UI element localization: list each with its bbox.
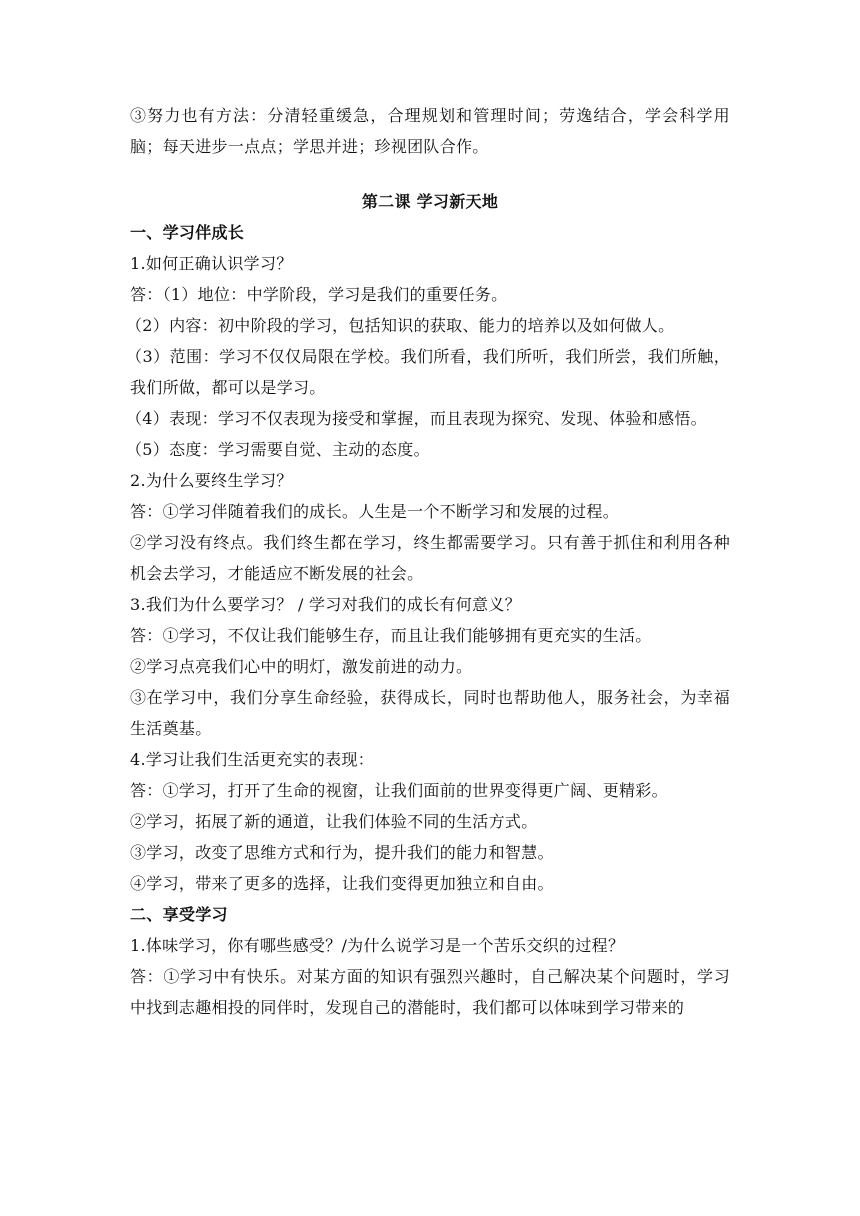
answer-2-1-1: 答：①学习中有快乐。对某方面的知识有强烈兴趣时，自己解决某个问题时，学习中找到志趣相投的同伴时，发现自己的潜能时，我们都可以体味到学习带来的	[130, 967, 730, 1017]
answer-1-3-2: ②学习点亮我们心中的明灯，激发前进的动力。	[130, 657, 473, 676]
answer-1-2-2: ②学习没有终点。我们终生都在学习，终生都需要学习。只有善于抓住和利用各种机会去学习，才能适应不断发展的社会。	[130, 533, 730, 583]
document-body	[126, 100, 730, 1023]
question-1-2: 2.为什么要终生学习？	[130, 471, 293, 490]
answer-1-1-1: 答：（1）地位：中学阶段，学习是我们的重要任务。	[130, 285, 508, 304]
intro-paragraph: ③努力也有方法：分清轻重缓急，合理规划和管理时间；劳逸结合，学会科学用脑；每天进步一点点；学思并进；珍视团队合作。	[130, 106, 730, 156]
answer-1-4-4: ④学习，带来了更多的选择，让我们变得更加独立和自由。	[130, 874, 554, 893]
answer-1-2-1: 答：①学习伴随着我们的成长。人生是一个不断学习和发展的过程。	[130, 502, 620, 521]
answer-1-3-1: 答：①学习，不仅让我们能够生存，而且让我们能够拥有更充实的生活。	[130, 626, 652, 645]
answer-1-1-2: （2）内容：初中阶段的学习，包括知识的获取、能力的培养以及如何做人。	[126, 316, 675, 335]
answer-1-1-5: （5）态度：学习需要自觉、主动的态度。	[126, 440, 430, 459]
answer-1-1-4: （4）表现：学习不仅表现为接受和掌握，而且表现为探究、发现、体验和感悟。	[126, 409, 707, 428]
answer-1-4-2: ②学习，拓展了新的通道，让我们体验不同的生活方式。	[130, 812, 538, 831]
section-heading-1: 一、学习伴成长	[130, 223, 245, 242]
question-1-1: 1.如何正确认识学习？	[130, 254, 293, 273]
lesson-title: 第二课 学习新天地	[361, 192, 499, 211]
answer-1-4-3: ③学习，改变了思维方式和行为，提升我们的能力和智慧。	[130, 843, 554, 862]
answer-1-1-3: （3）范围：学习不仅仅局限在学校。我们所看，我们所听，我们所尝，我们所触，我们所做，都可以是学习。	[126, 347, 730, 397]
answer-1-4-1: 答：①学习，打开了生命的视窗，让我们面前的世界变得更广阔、更精彩。	[130, 781, 668, 800]
question-1-4: 4.学习让我们生活更充实的表现：	[130, 750, 375, 769]
question-1-3: 3.我们为什么要学习？ / 学习对我们的成长有何意义？	[130, 595, 521, 614]
section-heading-2: 二、享受学习	[130, 905, 228, 924]
answer-1-3-3: ③在学习中，我们分享生命经验，获得成长，同时也帮助他人，服务社会，为幸福生活奠基。	[130, 688, 730, 738]
question-2-1: 1.体味学习，你有哪些感受？/为什么说学习是一个苦乐交织的过程？	[130, 936, 625, 955]
